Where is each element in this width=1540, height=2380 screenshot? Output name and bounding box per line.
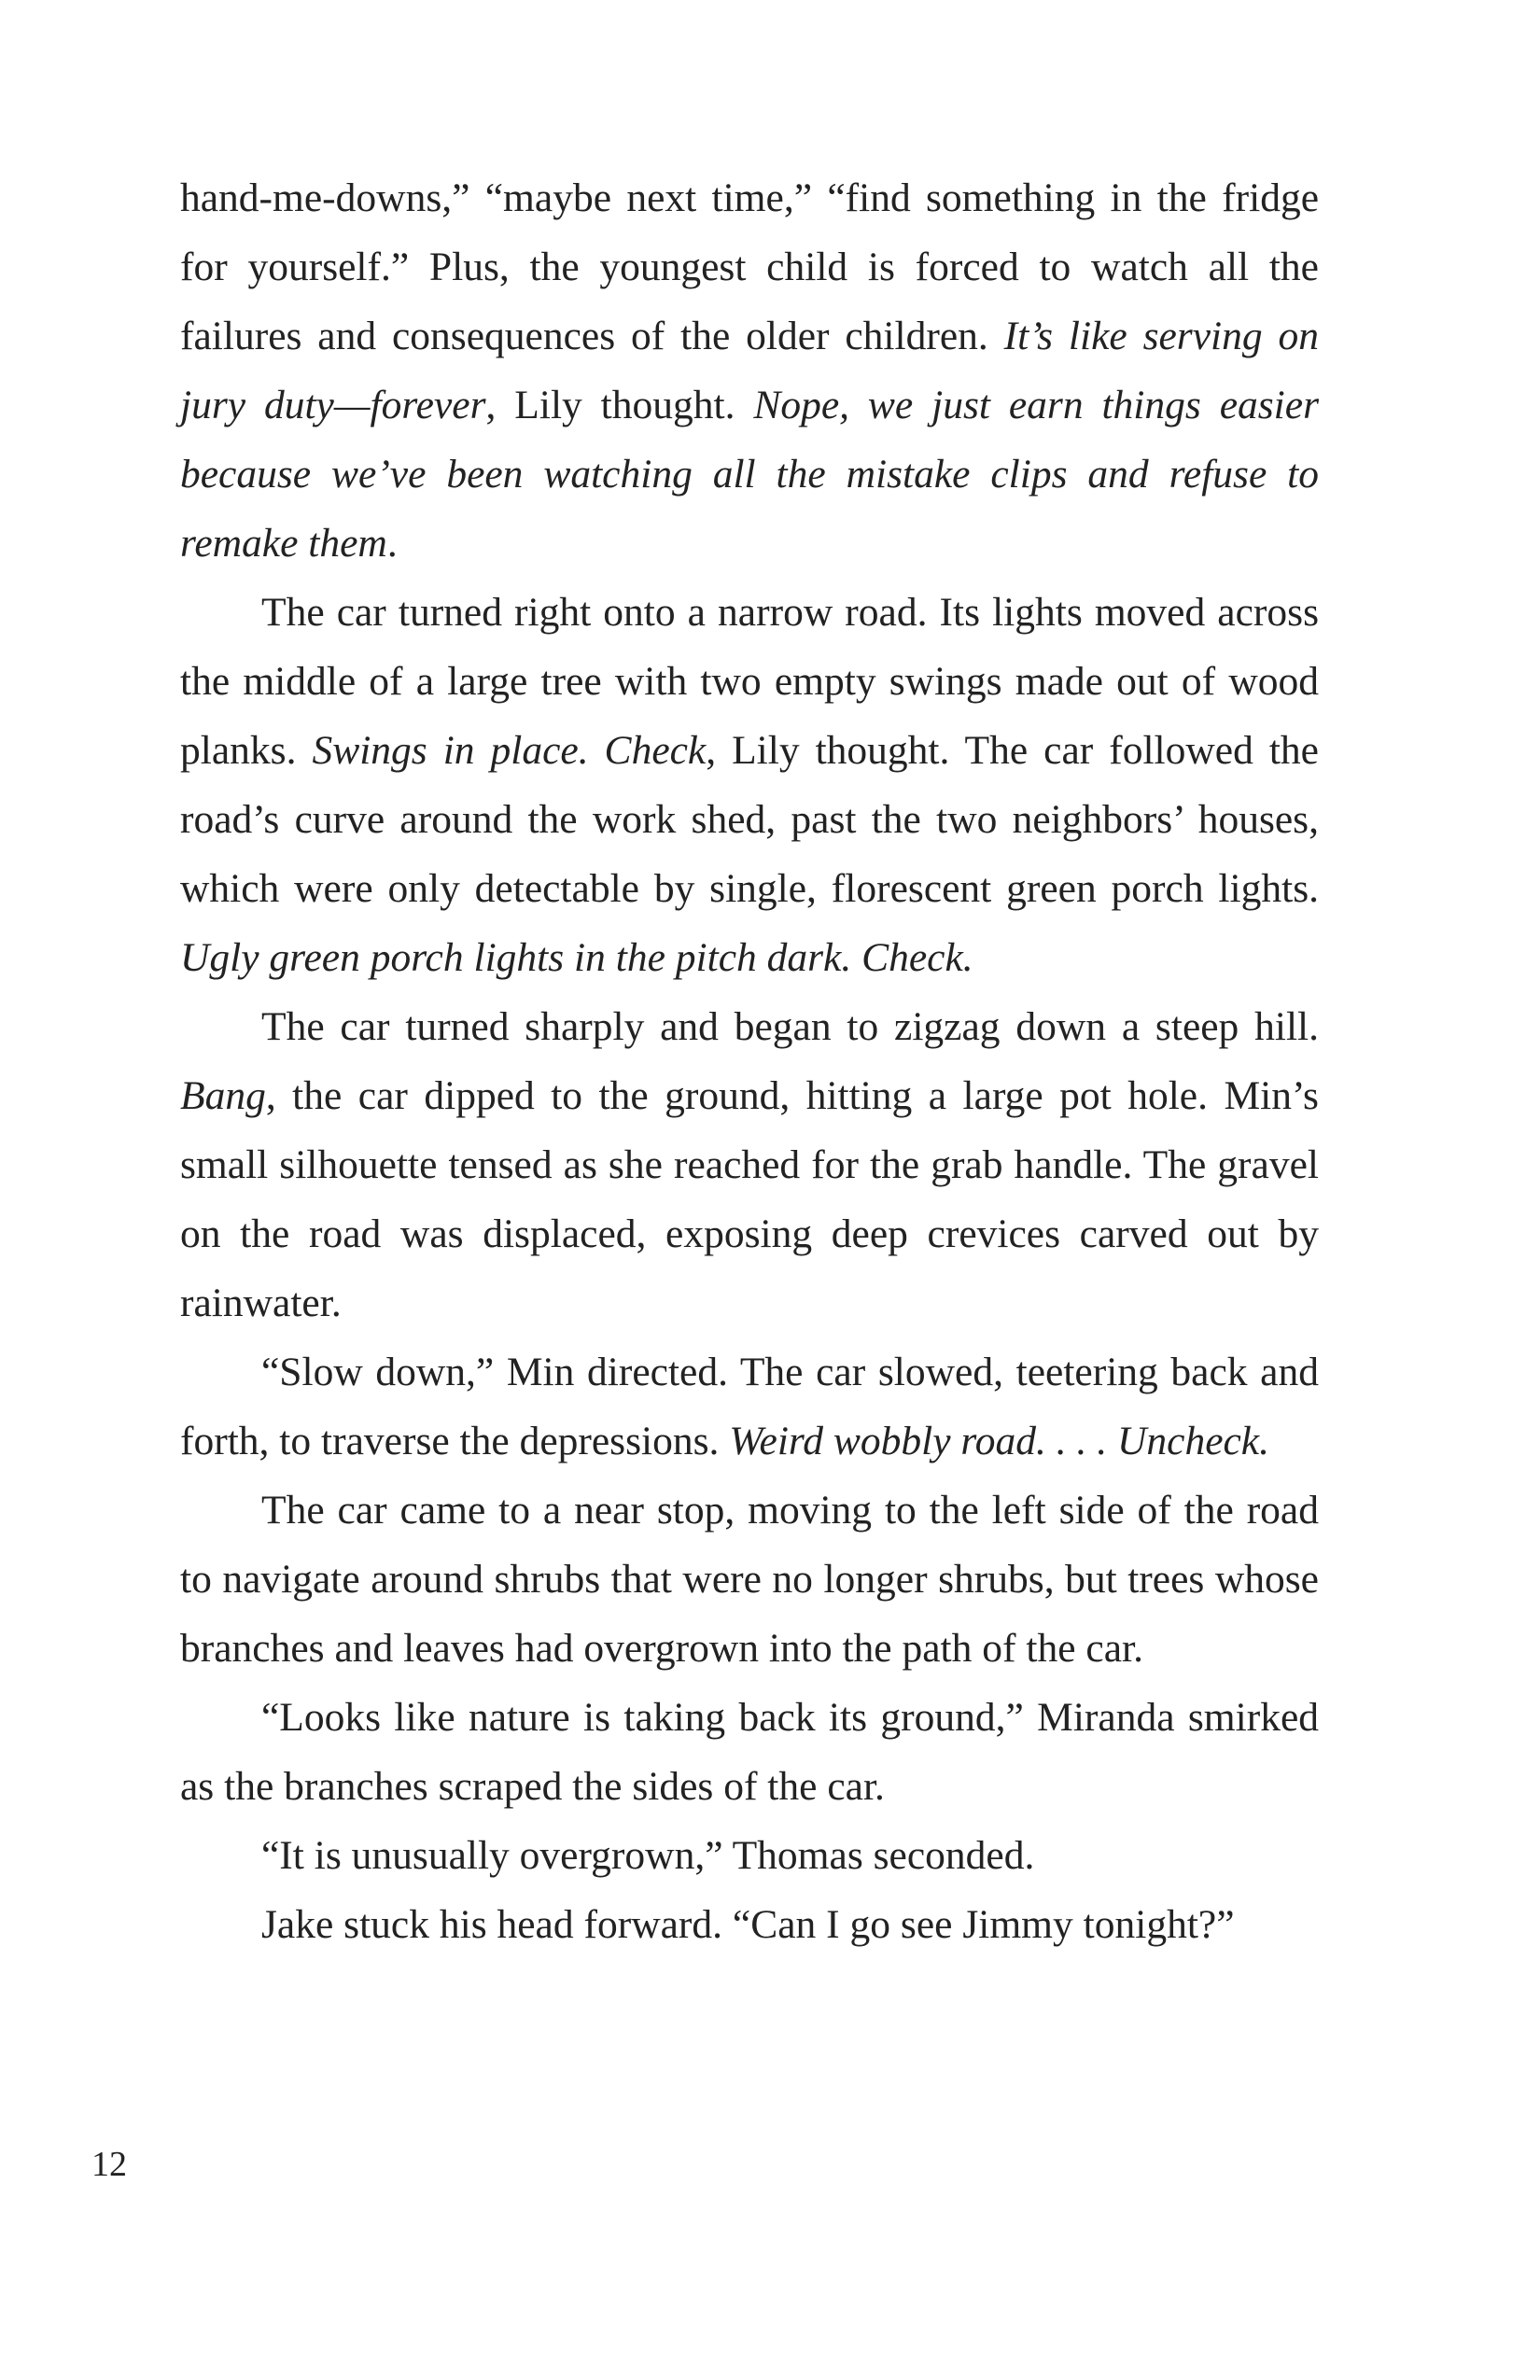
italic-run: Ugly green porch lights in the pitch dark. Check.: [180, 935, 973, 980]
paragraph: [180, 1476, 1319, 1683]
text-run: , the car dipped to the ground, hitting a large pot hole. Min’s small silhouette tensed as she reached for the grab handle. The gravel on the road was displaced, exposing deep crevices carved out by rainwater.: [180, 1073, 1319, 1325]
page-number: 12: [91, 2145, 127, 2184]
italic-run: Weird wobbly road. . . . Uncheck.: [729, 1419, 1269, 1463]
text-run: The car turned sharply and began to zigzag down a steep hill.: [261, 1004, 1319, 1049]
text-run: “Slow down,” Min directed. The car slowed, teetering back and forth, to traverse the depressions.: [180, 1350, 1319, 1463]
paragraph: [180, 1890, 1319, 1959]
paragraph: [180, 1337, 1319, 1476]
text-run: The car turned right onto a narrow road. Its lights moved across the middle of a large tree with two empty swings made out of wood planks.: [180, 590, 1319, 773]
paragraph: [180, 992, 1319, 1337]
paragraph: [180, 1821, 1319, 1890]
text-run: “It is unusually overgrown,” Thomas seconded.: [261, 1833, 1035, 1878]
paragraph: [180, 1683, 1319, 1821]
italic-run: Nope, we just earn things easier because we’ve been watching all the mistake clips and refuse to remake them: [180, 383, 1319, 566]
paragraph: [180, 163, 1319, 578]
text-run: “Looks like nature is taking back its ground,” Miranda smirked as the branches scraped the sides of the car.: [180, 1695, 1319, 1809]
text-run: .: [386, 521, 398, 566]
text-run: The car came to a near stop, moving to the left side of the road to navigate around shrubs that were no longer shrubs, but trees whose branches and leaves had overgrown into the path of the car.: [180, 1488, 1319, 1671]
text-run: , Lily thought. The car followed the road’s curve around the work shed, past the two neighbors’ houses, which were only detectable by single, florescent green porch lights.: [180, 728, 1319, 911]
paragraph: [180, 578, 1319, 992]
text-run: hand-me-downs,” “maybe next time,” “find something in the fridge for yourself.” Plus, the youngest child is forced to watch all the failures and consequences of the older children.: [180, 175, 1319, 358]
italic-run: Bang: [180, 1073, 266, 1118]
italic-run: Swings in place. Check: [312, 728, 707, 773]
text-run: Jake stuck his head forward. “Can I go see Jimmy tonight?”: [261, 1902, 1235, 1947]
body-text: [180, 163, 1319, 1959]
italic-run: It’s like serving on jury duty—forever: [180, 314, 1319, 427]
text-run: , Lily thought.: [485, 383, 754, 427]
